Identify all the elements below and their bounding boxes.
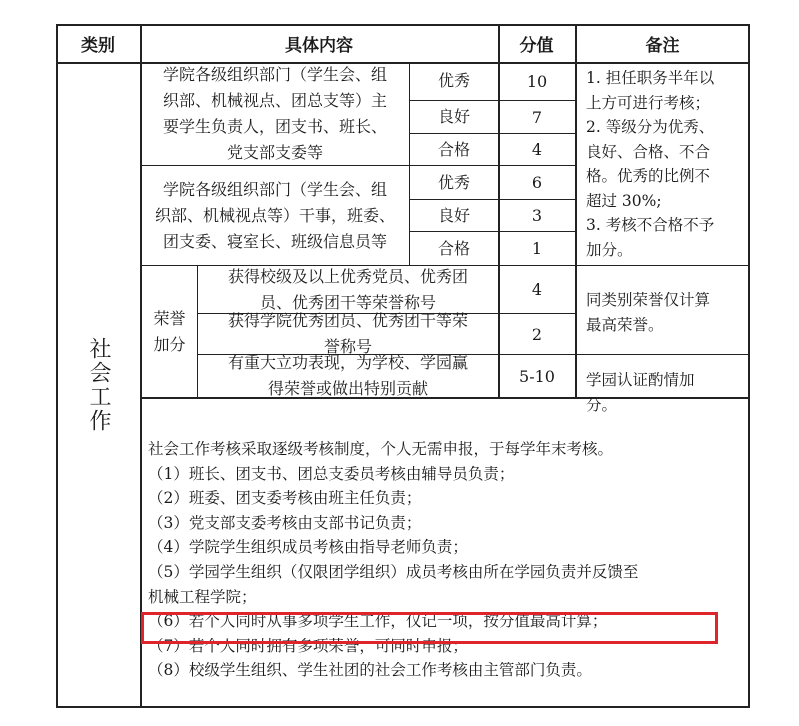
remark-line: 格。优秀的比例不	[586, 167, 711, 185]
honor-item-text	[198, 266, 498, 313]
level-label: 优秀	[437, 71, 470, 90]
score-value: 3	[531, 206, 543, 225]
honor-item-line: 获得校级及以上优秀党员、优秀团	[227, 266, 468, 286]
group1-desc-line: 学院各级组织部门（学生会、组	[162, 65, 387, 84]
score-value: 6	[531, 173, 543, 192]
note-line: （4）学院学生组织成员考核由指导老师负责；	[148, 538, 468, 557]
header-category: 类别	[81, 35, 115, 56]
remark-line: 2. 等级分为优秀、	[586, 118, 715, 136]
col-divider-remark	[575, 24, 577, 397]
score-value: 4	[531, 280, 543, 299]
honor-item-line: 有重大立功表现，为学校、学园赢	[227, 353, 468, 372]
score-value: 5-10	[519, 366, 555, 386]
group1-desc-line: 织部、机械视点、团总支等）主	[162, 91, 387, 110]
score-value: 10	[526, 71, 548, 91]
group1-desc-line: 党支部支委等	[226, 143, 323, 162]
remark-line: 3. 考核不合格不予	[586, 216, 715, 234]
assessment-notes	[148, 437, 748, 683]
score-value: 1	[531, 239, 543, 258]
honor-label-line: 加分	[153, 334, 186, 354]
header-score: 分值	[519, 35, 554, 56]
note-line: （2）班委、团支委考核由班主任负责；	[148, 489, 422, 508]
note-line: （7）若个人同时拥有多项荣誉，可同时申报；	[148, 636, 468, 655]
honor-item-line: 获得学院优秀团员、优秀团干等荣	[227, 311, 468, 330]
remark-line: 同类别荣誉仅计算	[586, 291, 711, 309]
note-line: 机械工程学院；	[148, 587, 257, 606]
score-value: 7	[531, 107, 543, 127]
honor-item-text	[198, 311, 498, 356]
score-value: 2	[531, 324, 543, 344]
remark-line: 超过 30%;	[586, 191, 662, 210]
note-line: （1）班长、团支书、团总支委员考核由辅导员负责；	[148, 464, 515, 483]
level-label: 优秀	[437, 172, 470, 192]
remark-levels	[586, 66, 746, 262]
header-remark: 备注	[645, 35, 680, 56]
remark-line: 分。	[586, 395, 618, 414]
header-content: 具体内容	[285, 35, 353, 56]
level-label: 合格	[437, 238, 470, 258]
level-label: 良好	[437, 107, 470, 126]
level-label: 合格	[437, 139, 470, 159]
level-label: 良好	[437, 205, 470, 225]
group2-desc-line: 团支委、寝室长、班级信息员等	[162, 231, 387, 251]
remark-honor	[586, 288, 746, 337]
honor-item-line: 誉称号	[323, 337, 372, 356]
highlight-box	[141, 612, 718, 644]
remark-line: 加分。	[586, 240, 633, 259]
group1-description	[142, 64, 408, 164]
score-value: 4	[531, 140, 543, 159]
remark-line: 最高荣誉。	[586, 315, 664, 334]
remark-line: 上方可进行考核；	[586, 93, 711, 112]
category-cell	[56, 62, 140, 708]
honor-label-line: 荣誉	[153, 308, 186, 328]
note-line: （6）若个人同时从事多项学生工作，仅记一项，按分值最高计算；	[148, 612, 608, 631]
group2-desc-line: 织部、机械视点等）干事，班委、	[154, 205, 395, 225]
remark-line: 1. 担任职务半年以	[586, 69, 715, 87]
table-border-right	[748, 24, 750, 708]
honor-item-line: 员、优秀团干等荣誉称号	[259, 292, 436, 312]
group1-desc-line: 要学生负责人，团支书、班长、	[162, 117, 387, 136]
honor-label	[142, 266, 197, 397]
honor-item-line: 得荣誉或做出特别贡献	[267, 379, 428, 398]
remark-special	[586, 368, 746, 417]
group2-desc-line: 学院各级组织部门（学生会、组	[162, 179, 387, 199]
note-line: （3）党支部支委考核由支部书记负责；	[148, 513, 422, 532]
note-line: （8）校级学生组织、学生社团的社会工作考核由主管部门负责。	[148, 661, 592, 680]
remark-line: 良好、合格、不合	[586, 142, 711, 161]
note-line: 社会工作考核采取逐级考核制度，个人无需申报，于每学年末考核。	[148, 440, 614, 458]
note-line: （5）学园学生组织（仅限团学组织）成员考核由所在学园负责并反馈至	[148, 562, 639, 581]
honor-item-text	[198, 355, 498, 397]
group2-description	[142, 167, 408, 264]
category-label: 社会工作	[86, 337, 111, 433]
remark-line: 学园认证酌情加	[586, 371, 695, 389]
table-border-bottom	[56, 706, 750, 708]
